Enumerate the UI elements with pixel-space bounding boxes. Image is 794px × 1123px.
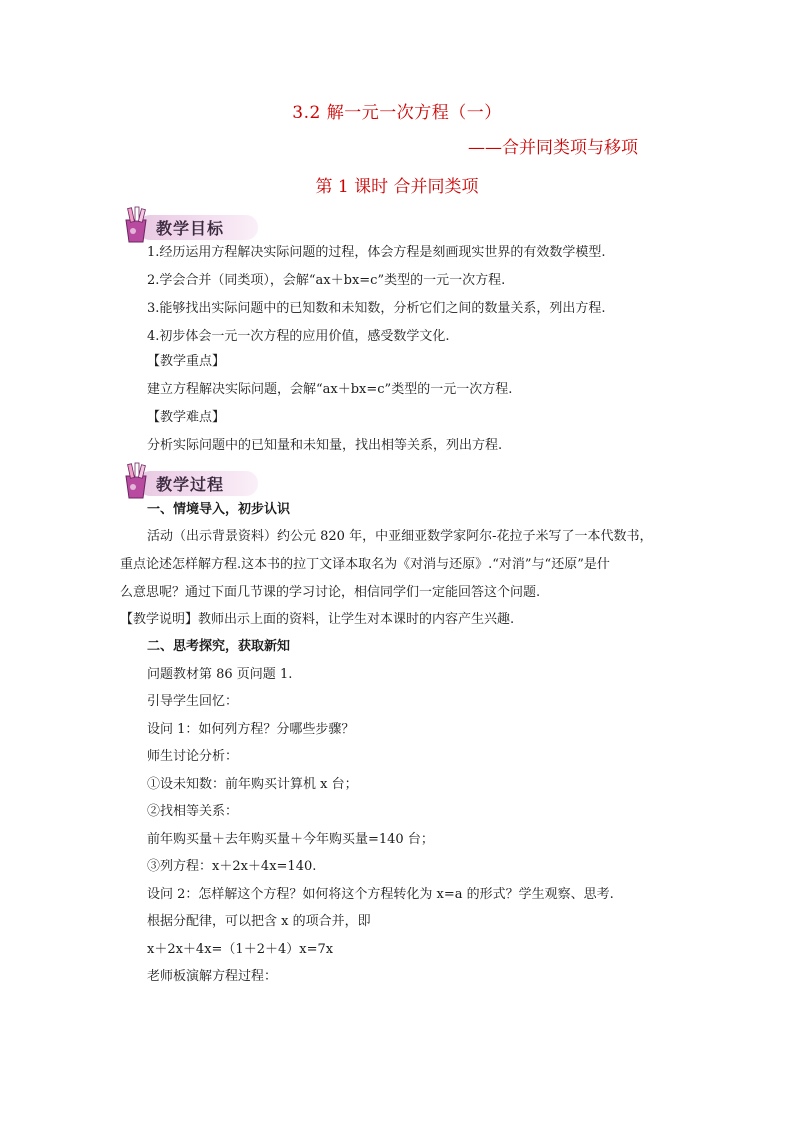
goal-item: 2.学会合并（同类项），会解“ax＋bx=c”类型的一元一次方程. [147,273,506,288]
pencil-cup-icon [120,462,160,502]
process-line: 设问 2：怎样解这个方程？如何将这个方程转化为 x=a 的形式？学生观察、思考. [147,887,614,902]
paragraph-line: 活动（出示背景资料）约公元 820 年，中亚细亚数学家阿尔-花拉子米写了一本代数书， [147,529,653,544]
process-line: ②找相等关系： [147,804,239,819]
process-line: 老师板演解方程过程： [147,969,278,984]
key-point-heading: 【教学重点】 [147,354,226,369]
process-line: 设问 1：如何列方程？分哪些步骤？ [147,722,355,737]
doc-subtitle: ——合并同类项与移项 [468,138,638,158]
process-line: ①设未知数：前年购买计算机 x 台； [147,777,358,792]
process-part2-heading: 二、思考探究，获取新知 [147,639,291,654]
difficulty-text: 分析实际问题中的已知量和未知量，找出相等关系，列出方程. [147,438,503,453]
process-line: 师生讨论分析： [147,749,239,764]
teaching-note: 【教学说明】教师出示上面的资料，让学生对本课时的内容产生兴趣. [120,612,515,627]
process-part1-heading: 一、情境导入，初步认识 [147,502,291,517]
section-badge-goals [120,206,258,242]
process-line: 根据分配律，可以把含 x 的项合并，即 [147,914,371,929]
key-point-text: 建立方程解决实际问题，会解“ax＋bx=c”类型的一元一次方程. [147,382,513,397]
badge-label: 教学目标 [156,219,225,238]
paragraph-line: 重点论述怎样解方程.这本书的拉丁文译本取名为《对消与还原》.“对消”与“还原”是什 [120,557,610,572]
badge-label: 教学过程 [156,475,225,494]
process-line: x＋2x＋4x=（1＋2＋4）x=7x [147,942,334,957]
difficulty-heading: 【教学难点】 [147,410,226,425]
goal-item: 3.能够找出实际问题中的已知数和未知数，分析它们之间的数量关系，列出方程. [147,301,606,316]
process-line: 引导学生回忆： [147,694,239,709]
process-line: 问题教材第 86 页问题 1. [147,667,293,682]
pencil-cup-icon [120,206,160,246]
goal-item: 4.初步体会一元一次方程的应用价值，感受数学文化. [147,329,450,344]
process-line: ③列方程：x＋2x＋4x=140. [147,859,317,874]
process-line: 前年购买量＋去年购买量＋今年购买量=140 台； [147,832,434,847]
goal-item: 1.经历运用方程解决实际问题的过程，体会方程是刻画现实世界的有效数学模型. [147,245,606,260]
section-badge-process [120,462,258,498]
paragraph-line: 么意思呢？通过下面几节课的学习讨论，相信同学们一定能回答这个问题. [120,585,541,600]
doc-title: 3.2 解一元一次方程（一） [292,103,502,123]
lesson-title: 第 1 课时 合并同类项 [315,177,479,197]
